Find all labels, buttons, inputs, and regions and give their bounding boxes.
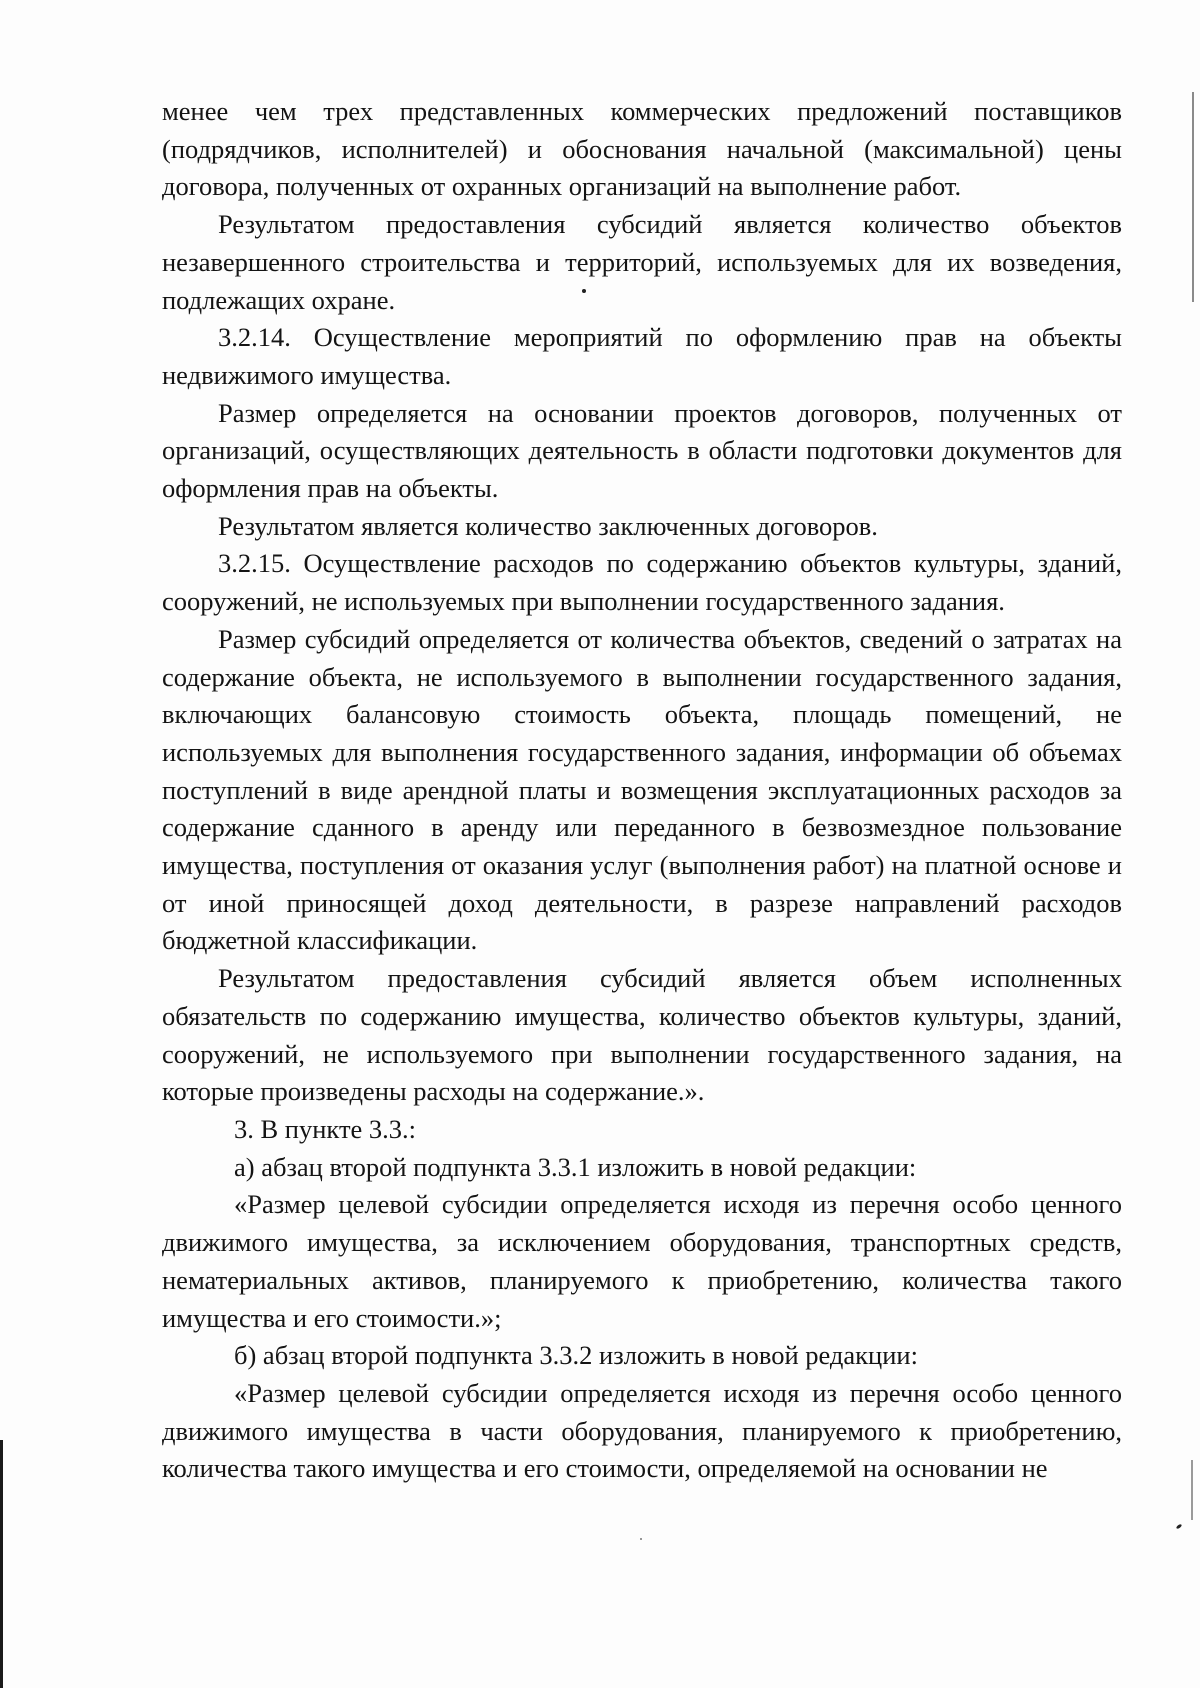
scan-edge-right-bottom bbox=[1191, 1460, 1193, 1520]
paragraph-result-contracts: Результатом является количество заключенных договоров. bbox=[218, 510, 878, 541]
scan-speck bbox=[640, 1538, 642, 1540]
paragraph-size-subsidy: Размер субсидий определяется от количества объектов, сведений о затратах на содержание объекта, не используемого в выполнении государственного задания, включающих балансовую стоимость объекта, площадь помещений, не используемых для выполнения государственного задания, информации об объемах поступлений в виде арендной платы и возмещения эксплуатационных расходов за содержание сданного в аренду или переданного в безвозмездное пользование имущества, поступления от оказания услуг (выполнения работ) на платной основе и от иной приносящей доход деятельности, в разрезе направлений расходов бюджетной классификации. bbox=[162, 623, 1122, 956]
paragraph-subpoint-a: а) абзац второй подпункта 3.3.1 изложить в новой редакции: bbox=[234, 1151, 917, 1182]
scan-edge-left bbox=[0, 1440, 3, 1688]
paragraph-point-3: 3. В пункте 3.3.: bbox=[234, 1113, 417, 1144]
paragraph-subpoint-b: б) абзац второй подпункта 3.3.2 изложить в новой редакции: bbox=[234, 1340, 918, 1371]
paragraph-result-obligations: Результатом предоставления субсидий является объем исполненных обязательств по содержанию имущества, количество объектов культуры, зданий, сооружений, не используемого при выполнении государственного задания, на которые произведены расходы на содержание.». bbox=[162, 963, 1122, 1107]
scan-speck bbox=[1176, 1524, 1183, 1530]
scan-edge-right-top bbox=[1192, 92, 1194, 302]
paragraph-quote-a: «Размер целевой субсидии определяется исходя из перечня особо ценного движимого имущества, за исключением оборудования, транспортных средств, нематериальных активов, планируемого к приобретению, количества такого имущества и его стоимости.»; bbox=[162, 1189, 1122, 1333]
paragraph-quote-b: «Размер целевой субсидии определяется исходя из перечня особо ценного движимого имущества в части оборудования, планируемого к приобретению, количества такого имущества и его стоимости, определяемой на основании не bbox=[162, 1377, 1122, 1484]
paragraph-3-2-14: 3.2.14. Осуществление мероприятий по оформлению прав на объекты недвижимого имущества. bbox=[162, 322, 1122, 390]
paragraph-continuation: менее чем трех представленных коммерческих предложений поставщиков (подрядчиков, исполнителей) и обоснования начальной (максимальной) цены договора, полученных от охранных организаций на выполнение работ. bbox=[162, 96, 1122, 202]
paragraph-result-guard: Результатом предоставления субсидий является количество объектов незавершенного строительства и территорий, используемых для их возведения, подлежащих охране. bbox=[162, 209, 1122, 315]
document-body bbox=[162, 93, 1122, 1488]
paragraph-size-rights: Размер определяется на основании проектов договоров, полученных от организаций, осуществляющих деятельность в области подготовки документов для оформления прав на объекты. bbox=[162, 397, 1122, 504]
paragraph-3-2-15: 3.2.15. Осуществление расходов по содержанию объектов культуры, зданий, сооружений, не используемых при выполнении государственного задания. bbox=[162, 548, 1122, 617]
